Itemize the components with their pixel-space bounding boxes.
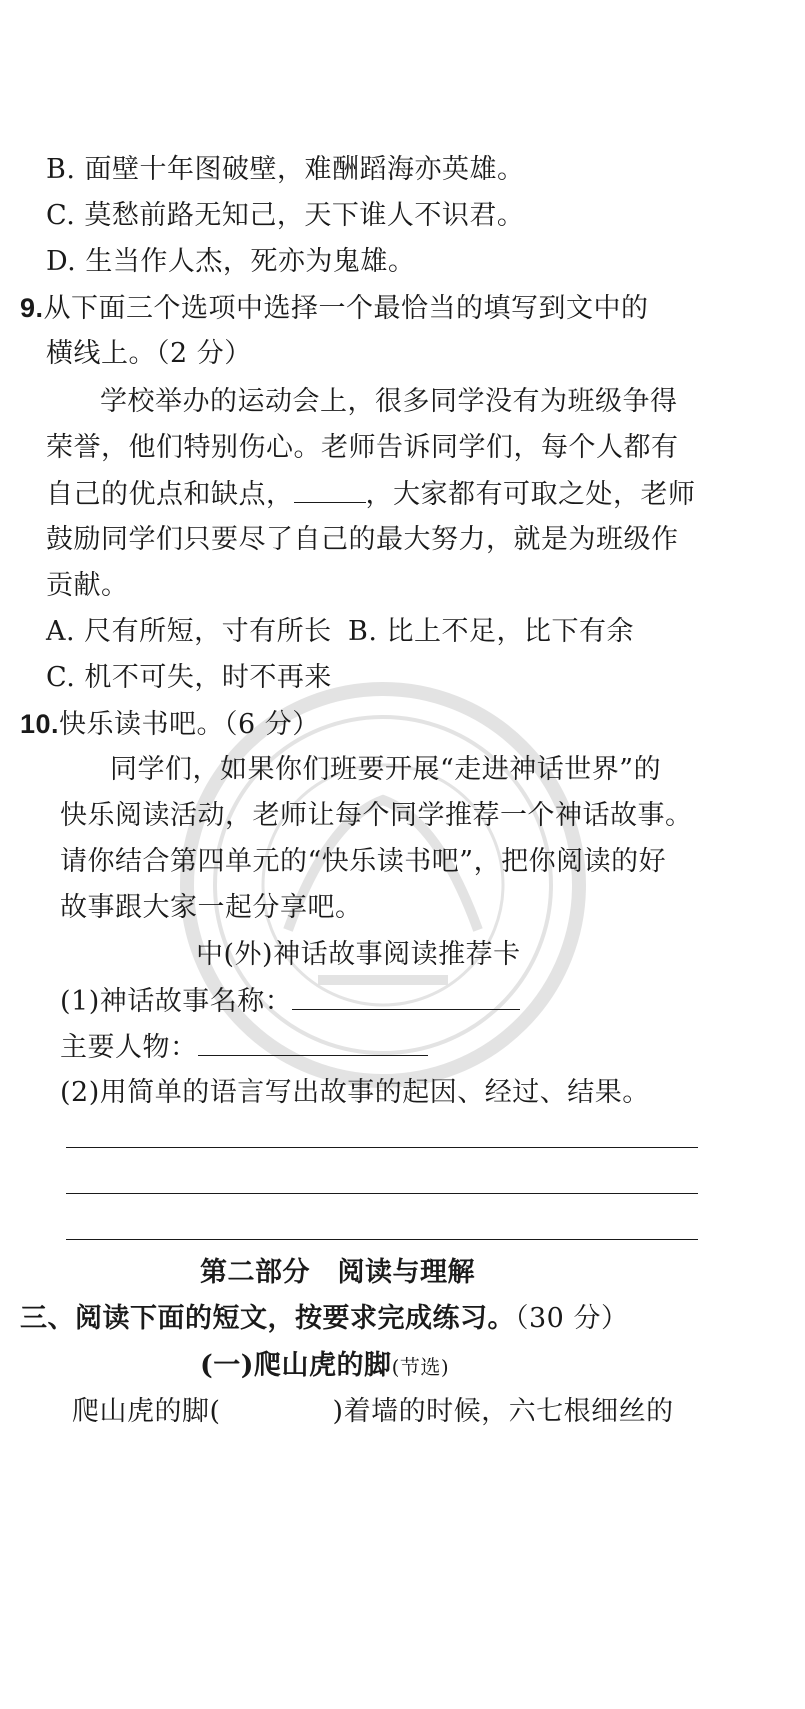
q9-passage-text-after-blank: ，大家都有可取之处，老师	[365, 479, 696, 510]
q10-passage-line-4: 故事跟大家一起分享吧。	[60, 892, 363, 923]
q10-card-title: 中(外)神话故事阅读推荐卡	[196, 939, 521, 970]
q9-passage-line-3	[46, 476, 696, 513]
subsection-one-title	[200, 1348, 449, 1385]
section-three-title-text: 三、阅读下面的短文，按要求完成练习。	[20, 1303, 515, 1334]
q10-passage-line-3: 请你结合第四单元的“快乐读书吧”，把你阅读的好	[60, 846, 667, 877]
q9-number: 9.	[20, 293, 44, 323]
summary-answer-line-1[interactable]	[66, 1147, 698, 1148]
q10-passage-line-1: 同学们，如果你们班要开展“走进神话世界”的	[110, 754, 662, 785]
q10-field-summary-label: (2)用简单的语言写出故事的起因、经过、结果。	[60, 1077, 650, 1108]
main-character-answer-line[interactable]	[198, 1029, 428, 1056]
q9-passage-text-before-blank: 自己的优点和缺点，	[46, 479, 294, 510]
q9-answer-blank[interactable]	[294, 476, 366, 503]
q10-passage-line-2: 快乐阅读活动，老师让每个同学推荐一个神话故事。	[60, 800, 693, 831]
reading-text-before-blank: 爬山虎的脚(	[72, 1396, 221, 1427]
q9-passage-line-2: 荣誉，他们特别伤心。老师告诉同学们，每个人都有	[46, 432, 679, 463]
story-name-answer-line[interactable]	[292, 983, 520, 1010]
q9-stem-line-1	[20, 290, 649, 327]
q9-stem-text: 从下面三个选项中选择一个最恰当的填写到文中的	[43, 293, 649, 324]
q10-title-line	[20, 706, 320, 743]
q9-option-b: B. 比上不足，比下有余	[348, 616, 635, 647]
q9-option-c: C. 机不可失，时不再来	[46, 662, 332, 693]
q10-title: 快乐读书吧。（6 分）	[59, 709, 320, 740]
subsection-one-note: (节选)	[391, 1355, 450, 1379]
q10-number: 10.	[20, 709, 60, 739]
q10-field-name-row	[60, 983, 520, 1020]
part-two-heading: 第二部分 阅读与理解	[200, 1257, 475, 1288]
section-three-title	[20, 1301, 628, 1337]
q9-passage-line-4: 鼓励同学们只要尽了自己的最大努力，就是为班级作	[46, 524, 679, 555]
q8-option-d: D. 生当作人杰，死亦为鬼雄。	[46, 246, 416, 277]
subsection-one-title-text: (一)爬山虎的脚	[200, 1350, 392, 1381]
summary-answer-line-2[interactable]	[66, 1193, 698, 1194]
q9-stem-line-2: 横线上。（2 分）	[46, 338, 252, 369]
summary-answer-line-3[interactable]	[66, 1239, 698, 1240]
reading-text-after-blank: )着墙的时候，六七根细丝的	[332, 1396, 674, 1427]
q9-option-a: A. 尺有所短，寸有所长	[46, 616, 332, 647]
q10-field-character-label: 主要人物：	[60, 1032, 198, 1063]
reading-text-line-1	[72, 1394, 674, 1430]
q10-field-name-label: (1)神话故事名称：	[60, 986, 293, 1017]
q8-option-c: C. 莫愁前路无知己，天下谁人不识君。	[46, 200, 525, 231]
q8-option-b: B. 面壁十年图破壁，难酬蹈海亦英雄。	[46, 154, 525, 185]
q9-passage-line-1: 学校举办的运动会上，很多同学没有为班级争得	[100, 386, 678, 417]
q9-passage-line-5: 贡献。	[46, 570, 129, 601]
section-three-score: （30 分）	[515, 1303, 629, 1334]
q10-field-character-row	[60, 1029, 428, 1066]
